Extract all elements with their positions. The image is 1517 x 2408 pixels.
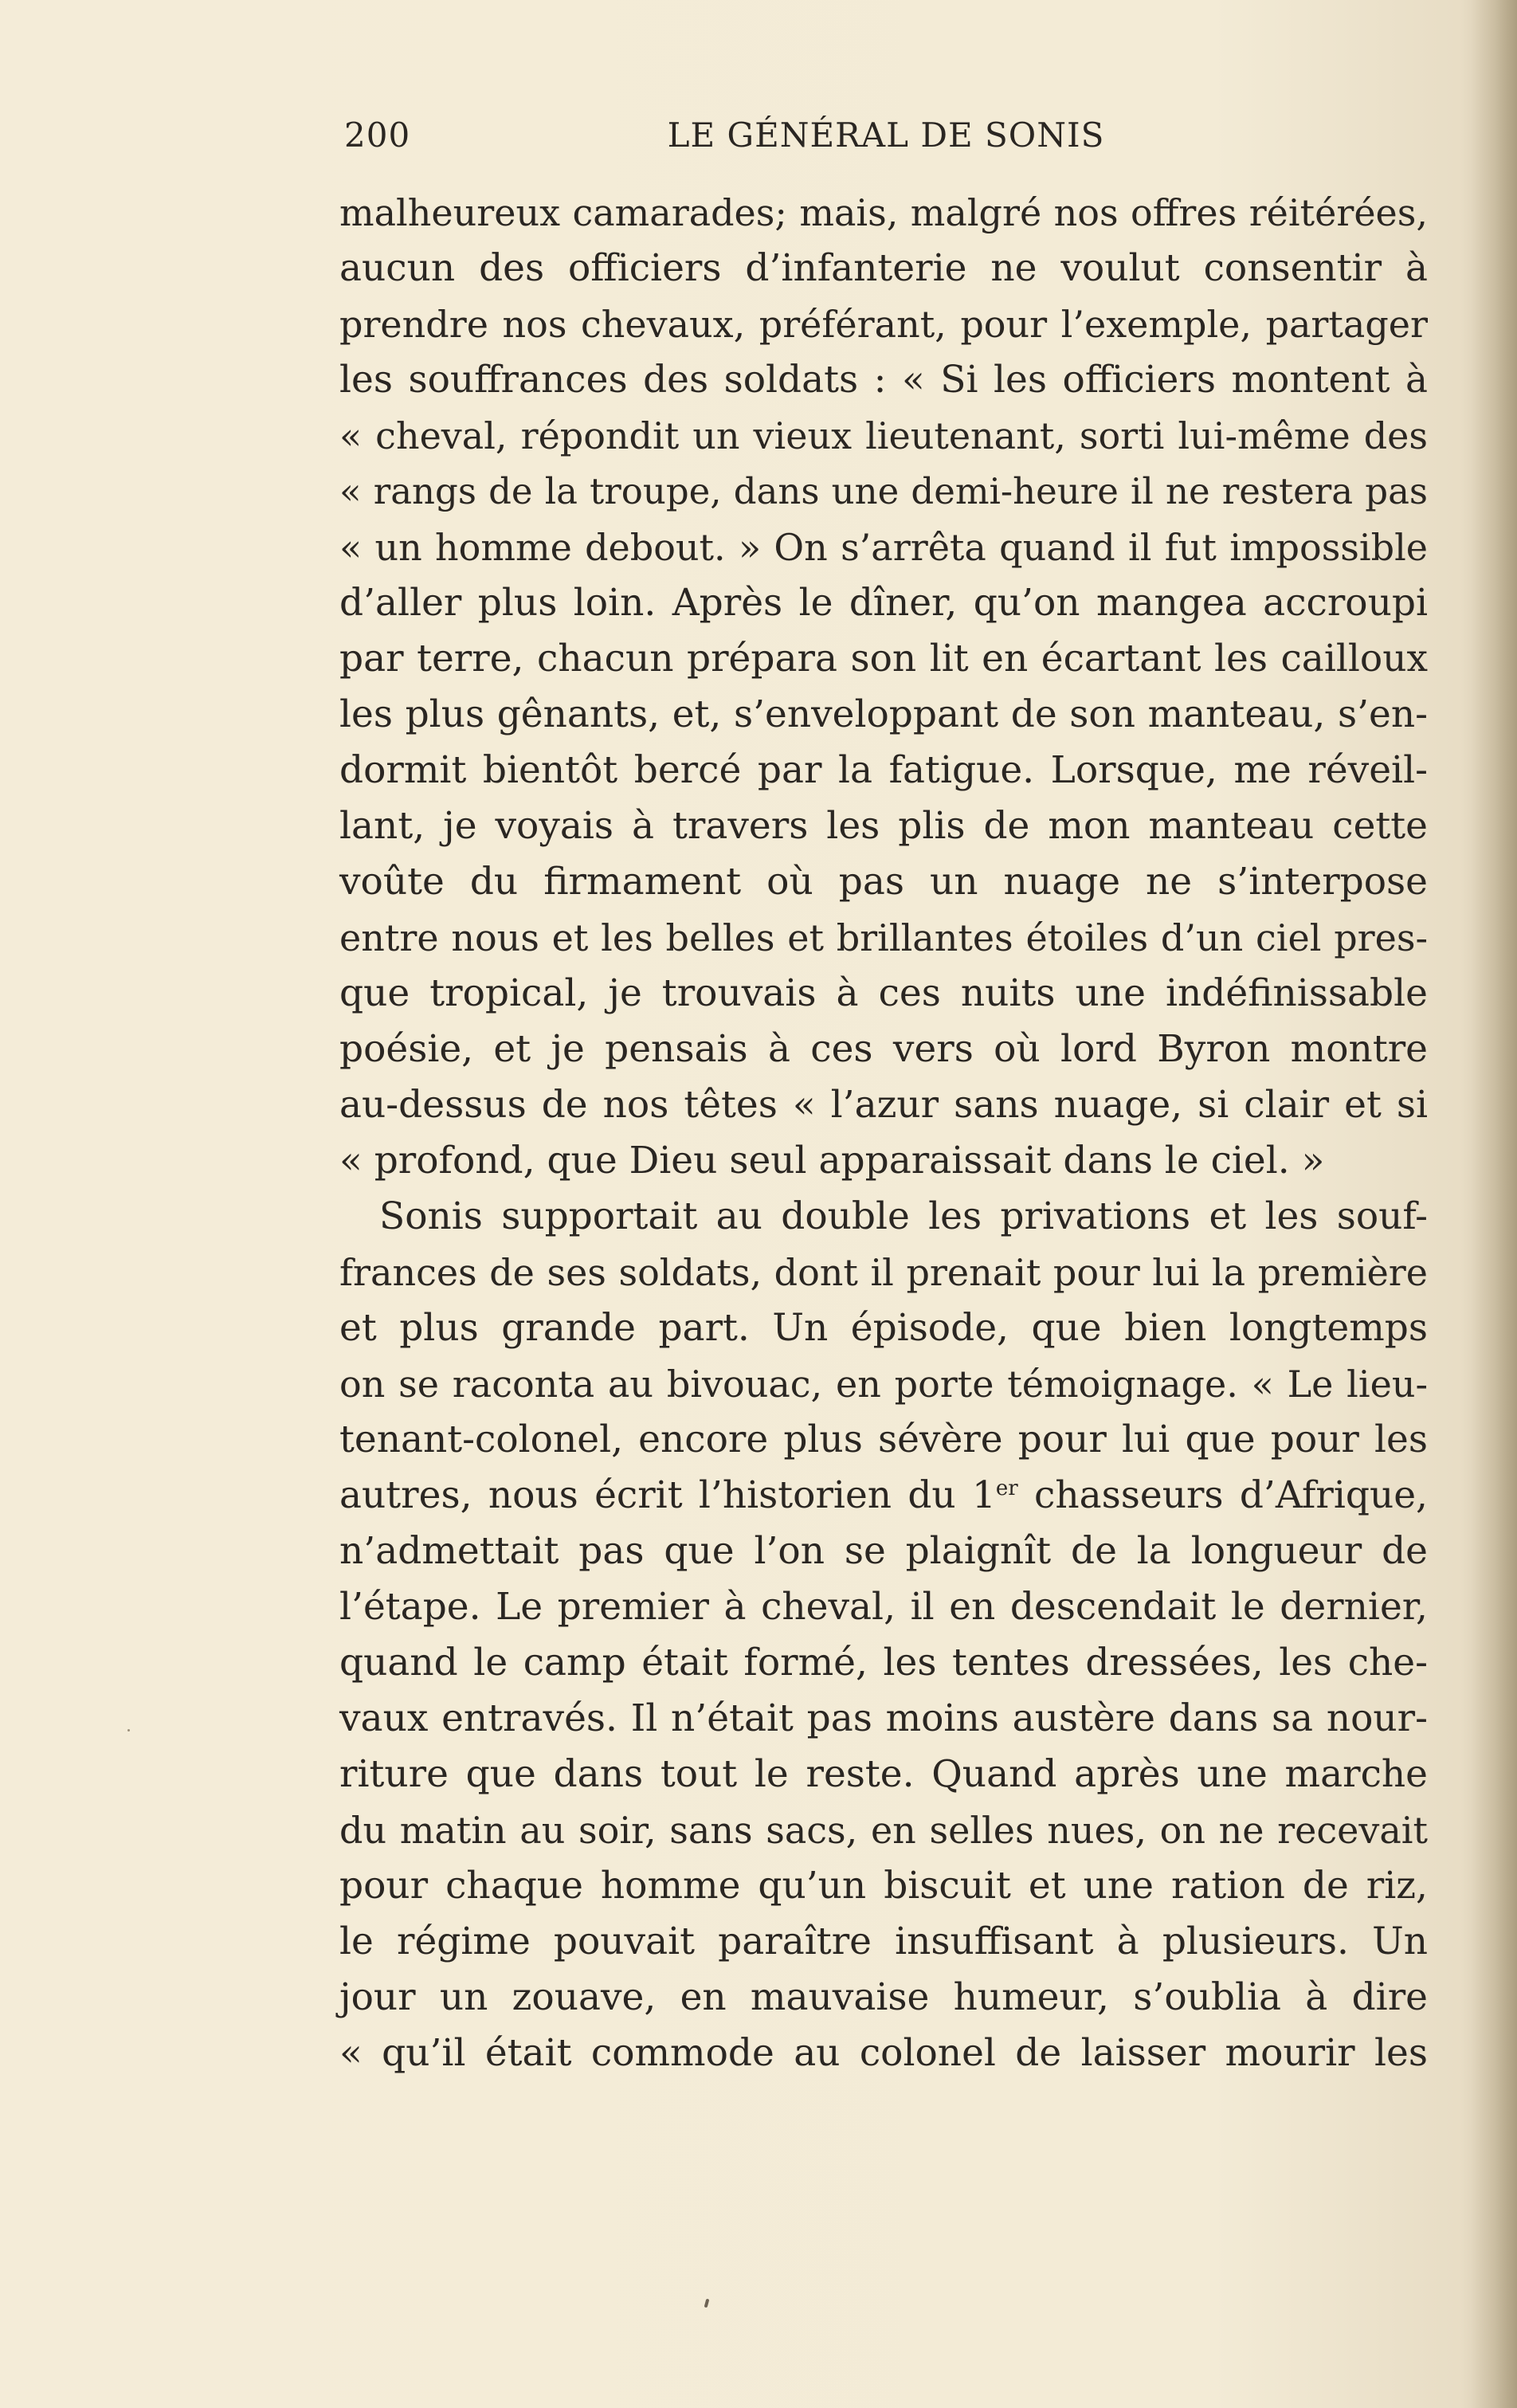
text-line: frances de ses soldats, dont il prenait pour lui la première (339, 1251, 1428, 1294)
text-line: voûte du firmament où pas un nuage ne s’interpose (339, 860, 1428, 904)
text-line: lant, je voyais à travers les plis de mon manteau cette (339, 804, 1428, 848)
text-line: au-dessus de nos têtes « l’azur sans nuage, si clair et si (339, 1083, 1428, 1127)
text-line: aucun des officiers d’infanterie ne voulut consentir à (339, 246, 1428, 290)
text-line-with-ordinal (339, 1468, 1428, 1524)
ink-speck (704, 2299, 710, 2308)
text-line: tenant-colonel, encore plus sévère pour lui que pour les (339, 1418, 1428, 1461)
text-line: dormit bientôt bercé par la fatigue. Lorsque, me réveil- (339, 748, 1428, 792)
text-line: malheureux camarades; mais, malgré nos offres réitérées, (339, 191, 1428, 234)
text-line: « rangs de la troupe, dans une demi-heure il ne restera pas (339, 470, 1428, 512)
body-text (339, 185, 1428, 2081)
text-line: « un homme debout. » On s’arrêta quand il fut impossible (339, 526, 1428, 569)
line-text-after: chasseurs d’Afrique, (1017, 1473, 1428, 1517)
text-line: on se raconta au bivouac, en porte témoignage. « Le lieu- (339, 1363, 1428, 1406)
text-line: le régime pouvait paraître insuffisant à plusieurs. Un (339, 1920, 1428, 1963)
running-head (344, 112, 1428, 159)
text-line: jour un zouave, en mauvaise humeur, s’oublia à dire (339, 1975, 1428, 2019)
ordinal-superscript: er (995, 1477, 1018, 1500)
text-line: l’étape. Le premier à cheval, il en descendait le dernier, (339, 1585, 1428, 1629)
text-line: poésie, et je pensais à ces vers où lord Byron montre (339, 1027, 1428, 1071)
text-line: les plus gênants, et, s’enveloppant de son manteau, s’en- (339, 692, 1428, 736)
text-line: vaux entravés. Il n’était pas moins austère dans sa nour- (339, 1696, 1428, 1740)
line-text-before: autres, nous écrit l’historien du 1 (339, 1473, 996, 1517)
text-line: prendre nos chevaux, préférant, pour l’exemple, partager (339, 303, 1428, 346)
page-number: 200 (344, 116, 411, 155)
text-line: pour chaque homme qu’un biscuit et une ration de riz, (339, 1864, 1428, 1908)
text-line: et plus grande part. Un épisode, que bien longtemps (339, 1306, 1428, 1350)
ink-speck (127, 1729, 130, 1731)
text-line: entre nous et les belles et brillantes étoiles d’un ciel pres- (339, 916, 1428, 959)
text-line: que tropical, je trouvais à ces nuits une indéfinissable (339, 971, 1428, 1015)
page-edge-shadow (1461, 0, 1517, 2408)
text-line: du matin au soir, sans sacs, en selles nues, on ne recevait (339, 1809, 1428, 1852)
paragraph-first-line: Sonis supportait au double les privations et les souf- (379, 1194, 1428, 1238)
text-line: par terre, chacun prépara son lit en écartant les cailloux (339, 637, 1428, 680)
text-line: les souffrances des soldats : « Si les officiers montent à (339, 358, 1428, 402)
text-line: riture que dans tout le reste. Quand après une marche (339, 1752, 1428, 1796)
text-line: « cheval, répondit un vieux lieutenant, sorti lui-même des (339, 414, 1428, 457)
text-line: d’aller plus loin. Après le dîner, qu’on mangea accroupi (339, 581, 1428, 625)
running-title: LE GÉNÉRAL DE SONIS (667, 116, 1105, 155)
text-line: « qu’il était commode au colonel de laisser mourir les (339, 2031, 1428, 2075)
text-line: « profond, que Dieu seul apparaissait dans le ciel. » (339, 1139, 1325, 1182)
text-line: n’admettait pas que l’on se plaignît de la longueur de (339, 1529, 1428, 1573)
text-line: quand le camp était formé, les tentes dressées, les che- (339, 1641, 1428, 1684)
